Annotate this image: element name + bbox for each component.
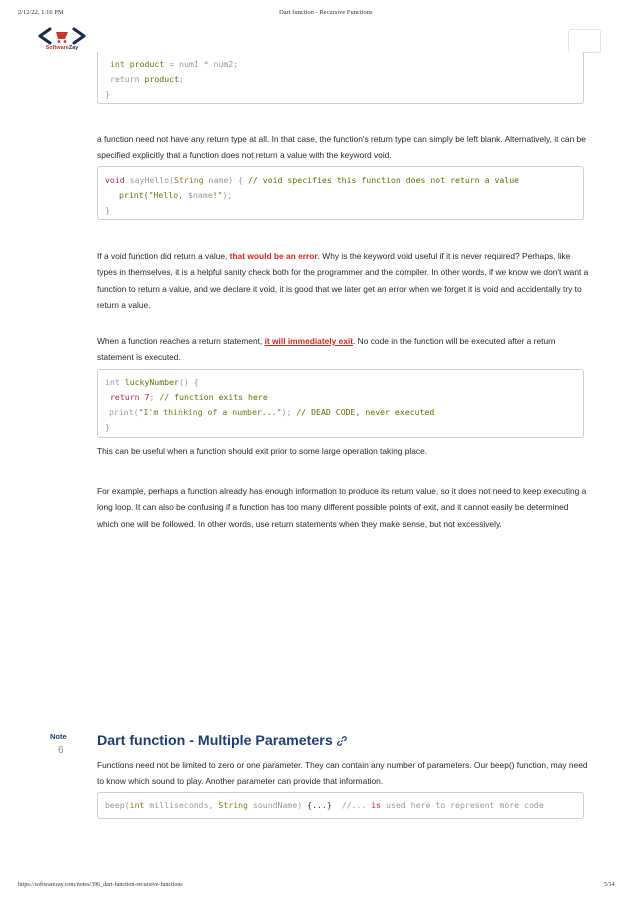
note-label: Note	[50, 732, 67, 741]
code-block-product	[97, 52, 584, 104]
code-line: print("Hello, $name!");	[119, 190, 233, 200]
code-line: return 7; // function exits here	[110, 392, 268, 402]
code-line: print("I'm thinking of a number..."); // DEAD CODE, never executed	[109, 407, 435, 417]
search-button[interactable]	[568, 29, 601, 53]
logo-icon	[36, 26, 88, 46]
code-block-sayhello	[97, 166, 584, 220]
code-line: beep(int milliseconds, String soundName) {...} //... is used here to represent more code	[105, 800, 544, 810]
section-heading: Dart function - Multiple Parameters	[97, 733, 347, 750]
code-line: void sayHello(String name) { // void specifies this function does not return a value	[105, 175, 520, 185]
paragraph: When a function reaches a return statement, it will immediately exit. No code in the function will be executed after a return statement is executed.	[97, 336, 556, 363]
code-line: return product;	[110, 74, 184, 84]
print-url: https://softwarezay.com/notes/396_dart-function-recursive-functions	[18, 882, 183, 888]
note-number: 6	[58, 745, 64, 756]
paragraph: This can be useful when a function should exit prior to some large operation taking place.	[97, 446, 428, 456]
paragraph: If a void function did return a value, that would be an error. Why is the keyword void useful if it is never required? Perhaps, like types in themselves, it is a helpful sanity check both for the programmer and the compiler. In other words, if we know we don't want a function to return a value, and we declare it void, it is good that we later get an error when we forget it is void and accidentally try to return a value.	[97, 251, 589, 310]
paragraph: Functions need not be limited to zero or one parameter. They can contain any number of parameters. Our beep() function, may need to know which sound to play. Another parameter can provide that information.	[97, 760, 588, 787]
code-block-luckynumber	[97, 369, 584, 438]
paragraph: a function need not have any return type at all. In that case, the function's return type can simply be left blank. Alternatively, it can be specified explicitly that a function does not return a value with the keyword void.	[97, 134, 586, 161]
link-icon[interactable]	[337, 734, 347, 750]
print-datetime: 2/12/22, 1:16 PM	[18, 9, 64, 16]
print-page-title: Dart function - Recursive Functions	[279, 9, 373, 16]
code-line: }	[105, 205, 110, 215]
code-block-beep	[97, 792, 584, 819]
code-line: }	[105, 422, 110, 432]
inline-link[interactable]: it will immediately exit	[264, 336, 354, 346]
site-logo[interactable]	[36, 26, 88, 58]
code-line: }	[105, 89, 110, 99]
logo-text: SoftwareZay	[45, 45, 79, 51]
code-line: int luckyNumber() {	[105, 377, 199, 387]
paragraph: For example, perhaps a function already has enough information to produce its return value, so it does not need to keep executing a long loop. It can also be confusing if a function has too many different possible points of exit, and it cannot easily be determined which one will be followed. In other words, use return statements when they make sense, but not excessively.	[97, 486, 587, 529]
code-line: int product = num1 * num2;	[110, 59, 239, 69]
print-page-number: 5/14	[604, 882, 615, 888]
